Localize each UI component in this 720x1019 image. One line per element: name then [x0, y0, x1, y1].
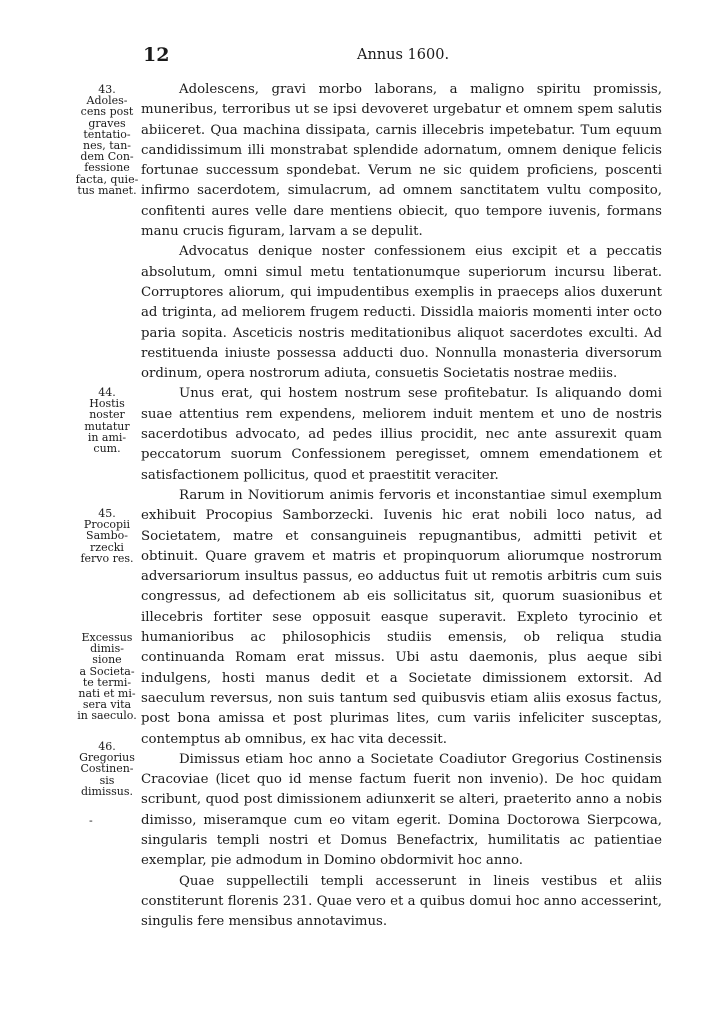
margin-text: Adoles- cens post graves tentatio- nes, tan- dem Con- fessione facta, quie- tus manet.: [75, 94, 139, 197]
margin-note-44: [72, 387, 142, 454]
margin-note-excessus: [72, 632, 142, 722]
margin-number: 43.: [98, 83, 116, 96]
running-title: Annus 1600.: [357, 47, 450, 63]
margin-text: Procopii Sambo- rzecki fervo res.: [80, 518, 134, 565]
margin-note-43: [72, 84, 142, 196]
margin-note-45: [72, 508, 142, 564]
margin-number: 45.: [98, 507, 116, 520]
margin-text: Gregorius Costinen- sis dimissus.: [79, 751, 135, 798]
page-number: 12: [143, 44, 170, 66]
paragraph-44: Unus erat, qui hostem nostrum sese profitebatur. Is aliquando domi suae attentius rem expendens, meliorem induit mentem et uno de nostris sacerdotibus advocato, ad pedes illius procidit, nec ante assurexit quam peccatorum suorum Confessionem peregisset, omnem emendationem et satisfactionem pollicitus, quod et praestitit veraciter.: [141, 386, 662, 483]
margin-text: Hostis noster mutatur in ami- cum.: [84, 397, 130, 456]
paragraph-43-cont: Advocatus denique noster confessionem eius excipit et a peccatis absolutum, omni simul metu tentationumque superiorum incursu liberat. Corruptores aliorum, qui impudentibus exemplis in praeceps alios duxerunt ad triginta, ad meliorem frugem reducti. Dissidla maioris momenti inter octo paria sopita. Asceticis nostris meditationibus aliquot sacerdotes exculti. Ad restituenda iniuste possessa adducti duo. Nonnulla monasteria diversorum ordinum, opera nostrorum adiuta, consuetis Societatis nostrae mediis.: [141, 244, 662, 382]
paragraph-final: Quae suppellectili templi accesserunt in lineis vestibus et aliis constiterunt florenis 231. Quae vero et a quibus domui hoc anno accesserint, singulis fere mensibus annotavimus.: [141, 873, 662, 930]
margin-number: 44.: [98, 386, 116, 399]
page-header: [0, 44, 720, 68]
stray-mark: -: [89, 814, 93, 827]
margin-text: Excessus dimis- sione a Societa- te termi- nati et mi- sera vita in saeculo.: [77, 631, 137, 723]
margin-number: 46.: [98, 740, 116, 753]
margin-note-46: [72, 741, 142, 797]
paragraph-45: Rarum in Novitiorum animis fervoris et inconstantiae simul exemplum exhibuit Procopius Samborzecki. Iuvenis hic erat nobili loco natus, ad Societatem, matre et consanguineis repugnantibus, admitti petivit et obtinuit. Quare gravem et matris et propinquorum aliorumque nostrorum adversariorum insultus passus, eo adductus fuit ut remotis arbitris cum suis congressus, ad defectionem ab eis sollicitatus sit, quorum suasionibus et illecebris fortiter sese opposuit easque superavit. Expleto tyrocinio et humanioribus ac philosophicis studiis emensis, ob reliqua studia continuanda Romam erat missus. Ubi astu daemonis, plus aeque sibi indulgens, hosti manus dedit et a Societate dimissionem extorsit. Ad saeculum reversus, non suis tantum sed quibusvis etiam aliis exosus factus, post bona amissa et post plurimas lites, cum variis infeliciter susceptas, contemptus ab omnibus, ex hac vita decessit.: [141, 487, 662, 747]
main-text: [141, 80, 662, 932]
paragraph-46: Dimissus etiam hoc anno a Societate Coadiutor Gregorius Costinensis Cracoviae (licet quo id mense factum fuerit non invenio). De hoc quidam scribunt, quod post dimissionem adiunxerit se alteri, praeterito anno a nobis dimisso, miseramque cum eo vitam egerit. Domina Doctorowa Sierpcowa, singularis templi nostri et Domus Benefactrix, humilitatis ac patientiae exemplar, pie admodum in Domino obdormivit hoc anno.: [141, 751, 662, 869]
paragraph-43: Adolescens, gravi morbo laborans, a maligno spiritu promissis, muneribus, terroribus ut se ipsi devoveret urgebatur et omnem spem salutis abiiceret. Qua machina dissipata, carnis illecebris impetebatur. Tum equum candidissimum illi monstrabat splendide adornatum, omnem denique felicis fortunae successum spondebat. Verum ne sic quidem proficiens, poscenti infirmo sacerdotem, simulacrum, ad omnem sanctitatem vultu composito, confitenti aures velle dare mentiens obiecit, quo tempore iuvenis, formans manu crucis figuram, larvam a se depulit.: [141, 82, 662, 240]
